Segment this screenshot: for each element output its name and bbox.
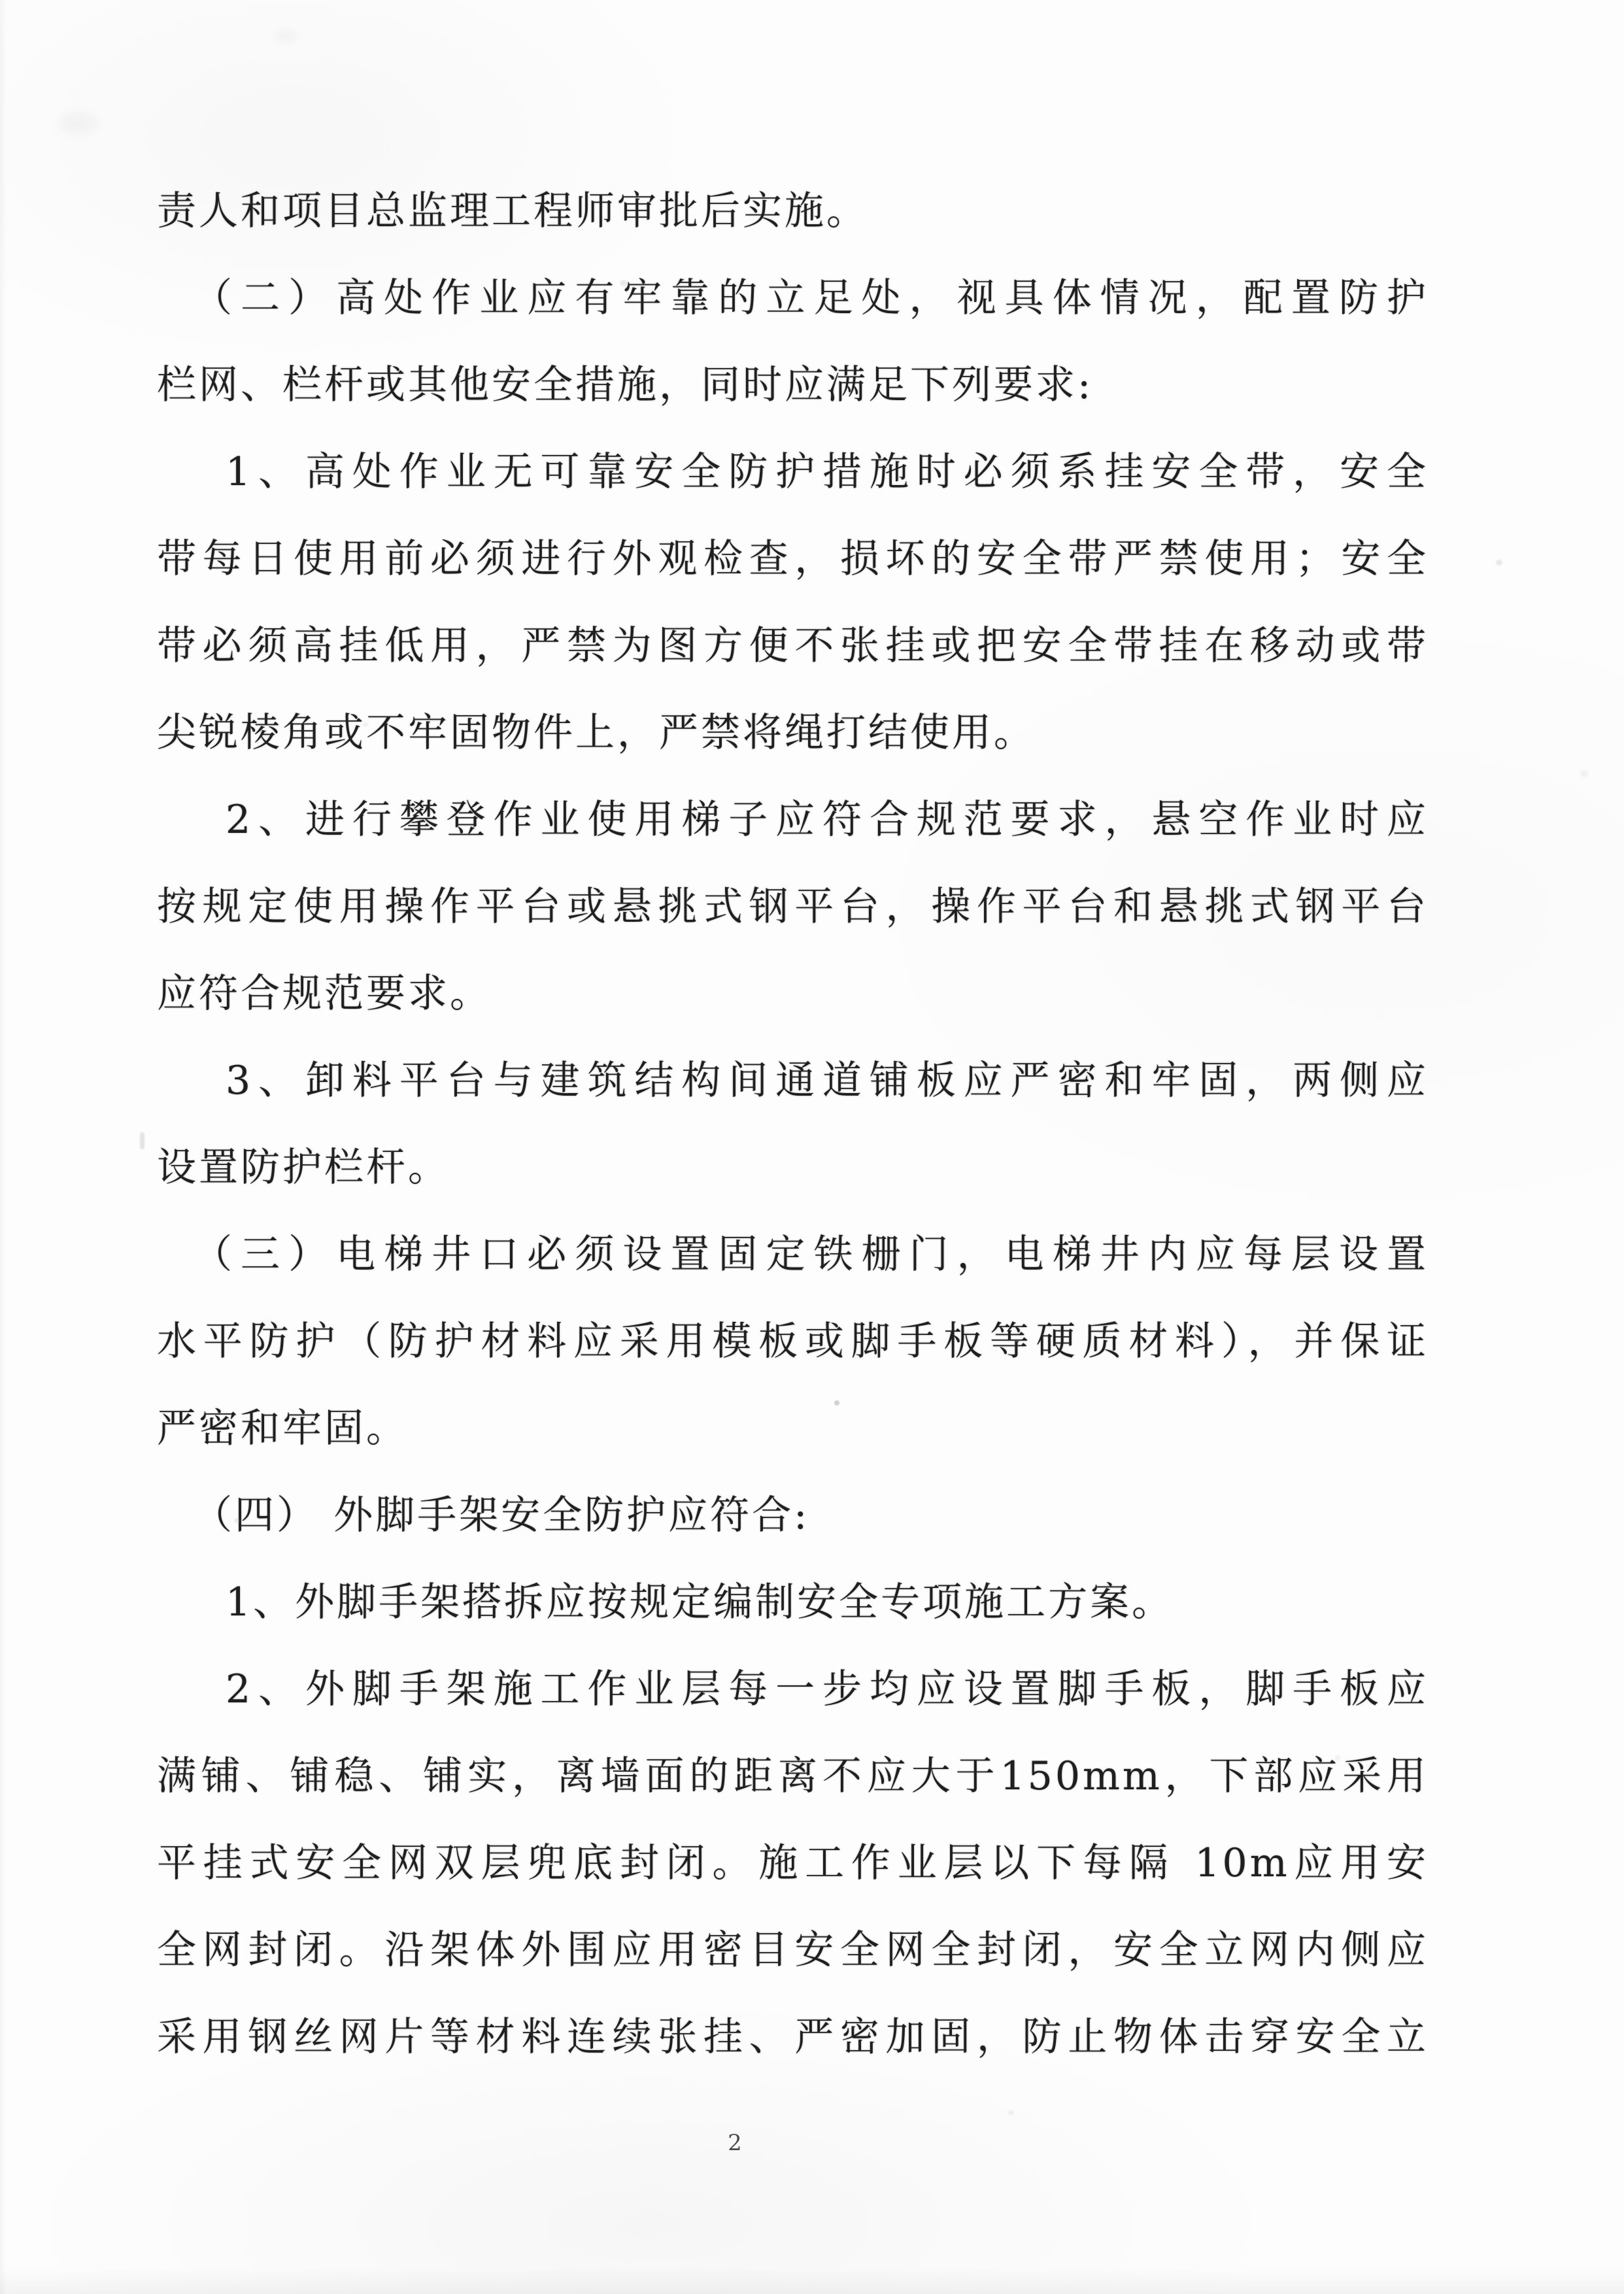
text-line: 满铺、铺稳、铺实，离墙面的距离不应大于150mm，下部应采用	[157, 1753, 1429, 1799]
text-line: （四） 外脚手架安全防护应符合:	[193, 1493, 810, 1538]
text-line: 平挂式安全网双层兜底封闭。施工作业层以下每隔 10m应用安	[157, 1840, 1429, 1886]
text-line: 采用钢丝网片等材料连续张挂、严密加固，防止物体击穿安全立	[157, 2014, 1429, 2060]
text-line: 带必须高挂低用，严禁为图方便不张挂或把安全带挂在移动或带	[157, 623, 1429, 669]
scan-noise	[1581, 770, 1588, 777]
page-number: 2	[728, 2130, 742, 2156]
scan-noise	[1496, 560, 1502, 565]
text-line: 3、卸料平台与建筑结构间通道铺板应严密和牢固，两侧应	[226, 1058, 1429, 1104]
scan-edge-shadow	[0, 2268, 1624, 2294]
text-line: 严密和牢固。	[157, 1406, 408, 1451]
text-line: 水平防护（防护材料应采用模板或脚手板等硬质材料），并保证	[157, 1319, 1429, 1364]
text-line: 带每日使用前必须进行外观检查，损坏的安全带严禁使用；安全	[157, 536, 1429, 582]
scan-noise	[1335, 1755, 1340, 1761]
scan-edge-shadow	[0, 0, 7, 2294]
text-line: 尖锐棱角或不牢固物件上，严禁将绳打结使用。	[157, 710, 1036, 756]
document-body	[157, 168, 1429, 2081]
scan-noise	[234, 1518, 240, 1523]
scan-noise	[834, 1400, 839, 1406]
text-line: 1、高处作业无可靠安全防护措施时必须系挂安全带，安全	[226, 449, 1429, 495]
text-line: 应符合规范要求。	[157, 971, 492, 1017]
text-line: （三）电梯井口必须设置固定铁栅门，电梯井内应每层设置	[193, 1232, 1429, 1277]
text-line: （二）高处作业应有牢靠的立足处，视具体情况，配置防护	[193, 275, 1429, 321]
scan-noise	[59, 111, 98, 136]
text-line: 2、进行攀登作业使用梯子应符合规范要求，悬空作业时应	[226, 797, 1429, 843]
text-line: 1、外脚手架搭拆应按规定编制安全专项施工方案。	[226, 1579, 1174, 1625]
text-line: 全网封闭。沿架体外围应用密目安全网全封闭，安全立网内侧应	[157, 1927, 1429, 1973]
text-line: 按规定使用操作平台或悬挑式钢平台，操作平台和悬挑式钢平台	[157, 884, 1429, 930]
text-line: 2、外脚手架施工作业层每一步均应设置脚手板，脚手板应	[226, 1666, 1429, 1712]
scan-noise	[620, 280, 628, 286]
scan-noise	[1008, 2110, 1014, 2115]
scan-noise	[140, 1132, 144, 1149]
text-line: 设置防护栏杆。	[157, 1145, 450, 1190]
text-line: 责人和项目总监理工程师审批后实施。	[157, 188, 868, 234]
scan-noise	[275, 29, 297, 42]
scan-noise	[363, 722, 368, 727]
text-line: 栏网、栏杆或其他安全措施，同时应满足下列要求:	[157, 362, 1094, 408]
scan-noise	[430, 2028, 435, 2033]
